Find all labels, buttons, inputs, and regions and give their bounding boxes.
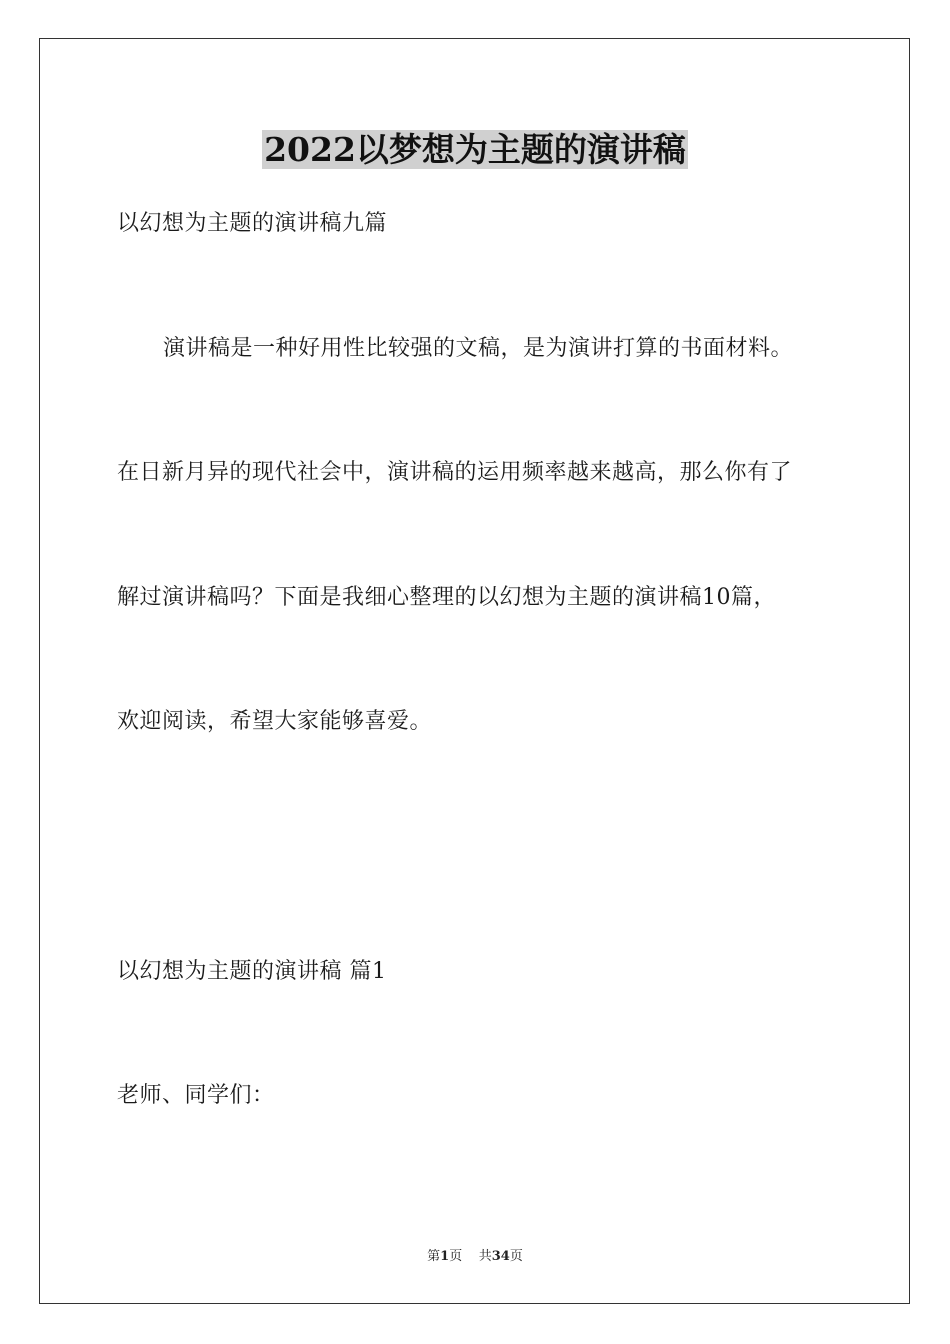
footer-total-pages: 34 bbox=[491, 1249, 510, 1264]
document-subtitle: 以幻想为主题的演讲稿九篇 bbox=[117, 211, 388, 236]
footer-total-prefix: 共 bbox=[478, 1249, 492, 1264]
footer-page-suffix: 页 bbox=[449, 1249, 463, 1264]
page-footer bbox=[0, 1248, 950, 1266]
footer-total-suffix: 页 bbox=[509, 1249, 523, 1264]
intro-paragraph-line-4: 欢迎阅读，希望大家能够喜爱。 bbox=[117, 709, 433, 734]
salutation: 老师、同学们： bbox=[117, 1083, 275, 1108]
intro-paragraph-line-1: 演讲稿是一种好用性比较强的文稿，是为演讲打算的书面材料。 bbox=[163, 336, 794, 361]
document-title bbox=[0, 128, 950, 172]
intro-paragraph-line-3: 解过演讲稿吗？下面是我细心整理的以幻想为主题的演讲稿10篇， bbox=[117, 585, 776, 610]
footer-page-prefix: 第 bbox=[427, 1249, 441, 1264]
footer-page-number: 1 bbox=[440, 1249, 450, 1264]
intro-paragraph-line-2: 在日新月异的现代社会中，演讲稿的运用频率越来越高，那么你有了 bbox=[117, 460, 793, 485]
section-heading: 以幻想为主题的演讲稿 篇1 bbox=[117, 959, 387, 984]
document-title-text: 2022以梦想为主题的演讲稿 bbox=[264, 130, 686, 169]
